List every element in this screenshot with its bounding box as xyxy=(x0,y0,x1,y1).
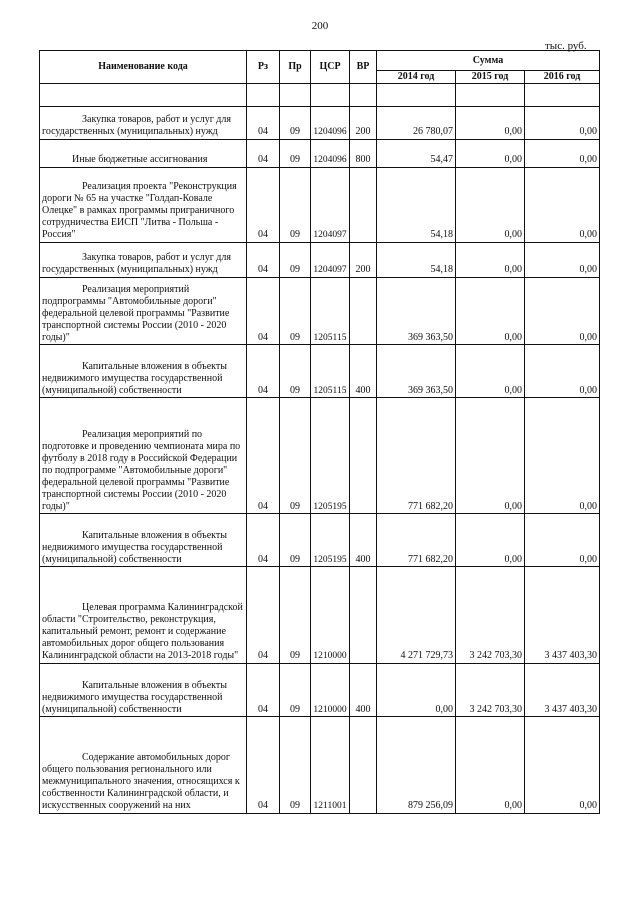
header-name: Наименование кода xyxy=(40,51,247,84)
row-vr: 800 xyxy=(350,140,377,168)
row-amount-2016: 3 437 403,30 xyxy=(525,664,600,717)
table-row xyxy=(40,567,600,664)
row-rz: 04 xyxy=(247,140,280,168)
row-amount-2015: 0,00 xyxy=(456,717,525,814)
table-row xyxy=(40,398,600,514)
table-row xyxy=(40,140,600,168)
row-csr: 1204097 xyxy=(311,168,350,243)
row-rz: 04 xyxy=(247,107,280,140)
row-csr: 1205195 xyxy=(311,398,350,514)
row-amount-2015: 0,00 xyxy=(456,278,525,345)
row-amount-2016: 0,00 xyxy=(525,168,600,243)
row-name: Капитальные вложения в объекты недвижимого имущества государственной (муниципальной) собственности xyxy=(40,345,247,398)
row-vr: 400 xyxy=(350,664,377,717)
row-csr: 1211001 xyxy=(311,717,350,814)
row-amount-2016: 0,00 xyxy=(525,243,600,278)
row-csr: 1210000 xyxy=(311,567,350,664)
row-amount-2015: 0,00 xyxy=(456,514,525,567)
row-amount-2015: 0,00 xyxy=(456,140,525,168)
table-row xyxy=(40,514,600,567)
row-amount-2015: 0,00 xyxy=(456,398,525,514)
row-vr: 400 xyxy=(350,345,377,398)
row-amount-2014: 4 271 729,73 xyxy=(377,567,456,664)
row-name: Содержание автомобильных дорог общего пользования регионального или межмуниципального значения, относящихся к собственности Калининградской области, и искусственных сооружений на них xyxy=(40,717,247,814)
row-rz: 04 xyxy=(247,398,280,514)
row-name: Иные бюджетные ассигнования xyxy=(40,140,247,168)
row-amount-2014: 54,18 xyxy=(377,168,456,243)
header-2015: 2015 год xyxy=(456,71,525,84)
row-amount-2016: 3 437 403,30 xyxy=(525,567,600,664)
row-pr: 09 xyxy=(280,398,311,514)
row-amount-2016: 0,00 xyxy=(525,514,600,567)
table-row xyxy=(40,168,600,243)
row-amount-2015: 0,00 xyxy=(456,107,525,140)
row-pr: 09 xyxy=(280,514,311,567)
row-amount-2015: 3 242 703,30 xyxy=(456,567,525,664)
row-csr: 1210000 xyxy=(311,664,350,717)
header-rz: Рз xyxy=(247,51,280,84)
header-sum: Сумма xyxy=(377,51,600,71)
row-vr: 200 xyxy=(350,107,377,140)
row-amount-2015: 3 242 703,30 xyxy=(456,664,525,717)
row-pr: 09 xyxy=(280,107,311,140)
table-row xyxy=(40,107,600,140)
units-label: тыс. руб. xyxy=(545,40,587,52)
table-row xyxy=(40,345,600,398)
row-name: Закупка товаров, работ и услуг для государственных (муниципальных) нужд xyxy=(40,243,247,278)
header-vr: ВР xyxy=(350,51,377,84)
row-amount-2014: 771 682,20 xyxy=(377,398,456,514)
row-amount-2016: 0,00 xyxy=(525,140,600,168)
row-rz: 04 xyxy=(247,514,280,567)
row-vr xyxy=(350,567,377,664)
row-vr xyxy=(350,717,377,814)
row-pr: 09 xyxy=(280,567,311,664)
row-amount-2016: 0,00 xyxy=(525,717,600,814)
row-rz: 04 xyxy=(247,567,280,664)
header-pr: Пр xyxy=(280,51,311,84)
row-csr: 1204097 xyxy=(311,243,350,278)
row-amount-2016: 0,00 xyxy=(525,107,600,140)
row-name: Реализация мероприятий подпрограммы "Автомобильные дороги" федеральной целевой программы "Развитие транспортной системы России (2010 - 2020 годы)" xyxy=(40,278,247,345)
row-name: Капитальные вложения в объекты недвижимого имущества государственной (муниципальной) собственности xyxy=(40,514,247,567)
row-name: Закупка товаров, работ и услуг для государственных (муниципальных) нужд xyxy=(40,107,247,140)
row-pr: 09 xyxy=(280,140,311,168)
header-csr: ЦСР xyxy=(311,51,350,84)
row-amount-2014: 26 780,07 xyxy=(377,107,456,140)
row-name: Реализация мероприятий по подготовке и проведению чемпионата мира по футболу в 2018 году в Российской Федерации по подпрограмме "Автомобильные дороги" федеральной целевой программы "Развитие транспортной системы России (2010 - 2020 годы)" xyxy=(40,398,247,514)
row-amount-2014: 54,18 xyxy=(377,243,456,278)
row-pr: 09 xyxy=(280,168,311,243)
table-row xyxy=(40,243,600,278)
row-name: Капитальные вложения в объекты недвижимого имущества государственной (муниципальной) собственности xyxy=(40,664,247,717)
budget-table xyxy=(39,50,600,814)
row-csr: 1205115 xyxy=(311,278,350,345)
row-rz: 04 xyxy=(247,345,280,398)
row-amount-2016: 0,00 xyxy=(525,398,600,514)
row-amount-2015: 0,00 xyxy=(456,243,525,278)
row-amount-2015: 0,00 xyxy=(456,345,525,398)
row-csr: 1204096 xyxy=(311,107,350,140)
row-rz: 04 xyxy=(247,717,280,814)
row-vr: 200 xyxy=(350,243,377,278)
row-amount-2014: 879 256,09 xyxy=(377,717,456,814)
header-2016: 2016 год xyxy=(525,71,600,84)
row-csr: 1204096 xyxy=(311,140,350,168)
row-rz: 04 xyxy=(247,278,280,345)
row-vr xyxy=(350,398,377,514)
spacer-row xyxy=(40,84,600,107)
header-2014: 2014 год xyxy=(377,71,456,84)
row-amount-2014: 369 363,50 xyxy=(377,278,456,345)
row-amount-2014: 771 682,20 xyxy=(377,514,456,567)
row-pr: 09 xyxy=(280,345,311,398)
row-amount-2014: 54,47 xyxy=(377,140,456,168)
row-rz: 04 xyxy=(247,664,280,717)
row-amount-2016: 0,00 xyxy=(525,345,600,398)
row-amount-2015: 0,00 xyxy=(456,168,525,243)
row-amount-2016: 0,00 xyxy=(525,278,600,345)
row-pr: 09 xyxy=(280,717,311,814)
row-pr: 09 xyxy=(280,243,311,278)
row-csr: 1205115 xyxy=(311,345,350,398)
row-amount-2014: 0,00 xyxy=(377,664,456,717)
row-pr: 09 xyxy=(280,664,311,717)
row-vr xyxy=(350,168,377,243)
page-number: 200 xyxy=(311,20,329,32)
table-body xyxy=(40,84,600,814)
row-rz: 04 xyxy=(247,243,280,278)
row-vr: 400 xyxy=(350,514,377,567)
row-rz: 04 xyxy=(247,168,280,243)
row-csr: 1205195 xyxy=(311,514,350,567)
table-row xyxy=(40,278,600,345)
row-amount-2014: 369 363,50 xyxy=(377,345,456,398)
table-row xyxy=(40,717,600,814)
row-name: Реализация проекта "Реконструкция дороги № 65 на участке "Голдап-Ковале Олецке" в рамках программы приграничного сотрудничества ЕИСП "Литва - Польша - Россия" xyxy=(40,168,247,243)
table-row xyxy=(40,664,600,717)
row-pr: 09 xyxy=(280,278,311,345)
row-name: Целевая программа Калининградской области "Строительство, реконструкция, капитальный ремонт, ремонт и содержание автомобильных дорог общего пользования Калининградской области на 2013-2018 годы" xyxy=(40,567,247,664)
row-vr xyxy=(350,278,377,345)
